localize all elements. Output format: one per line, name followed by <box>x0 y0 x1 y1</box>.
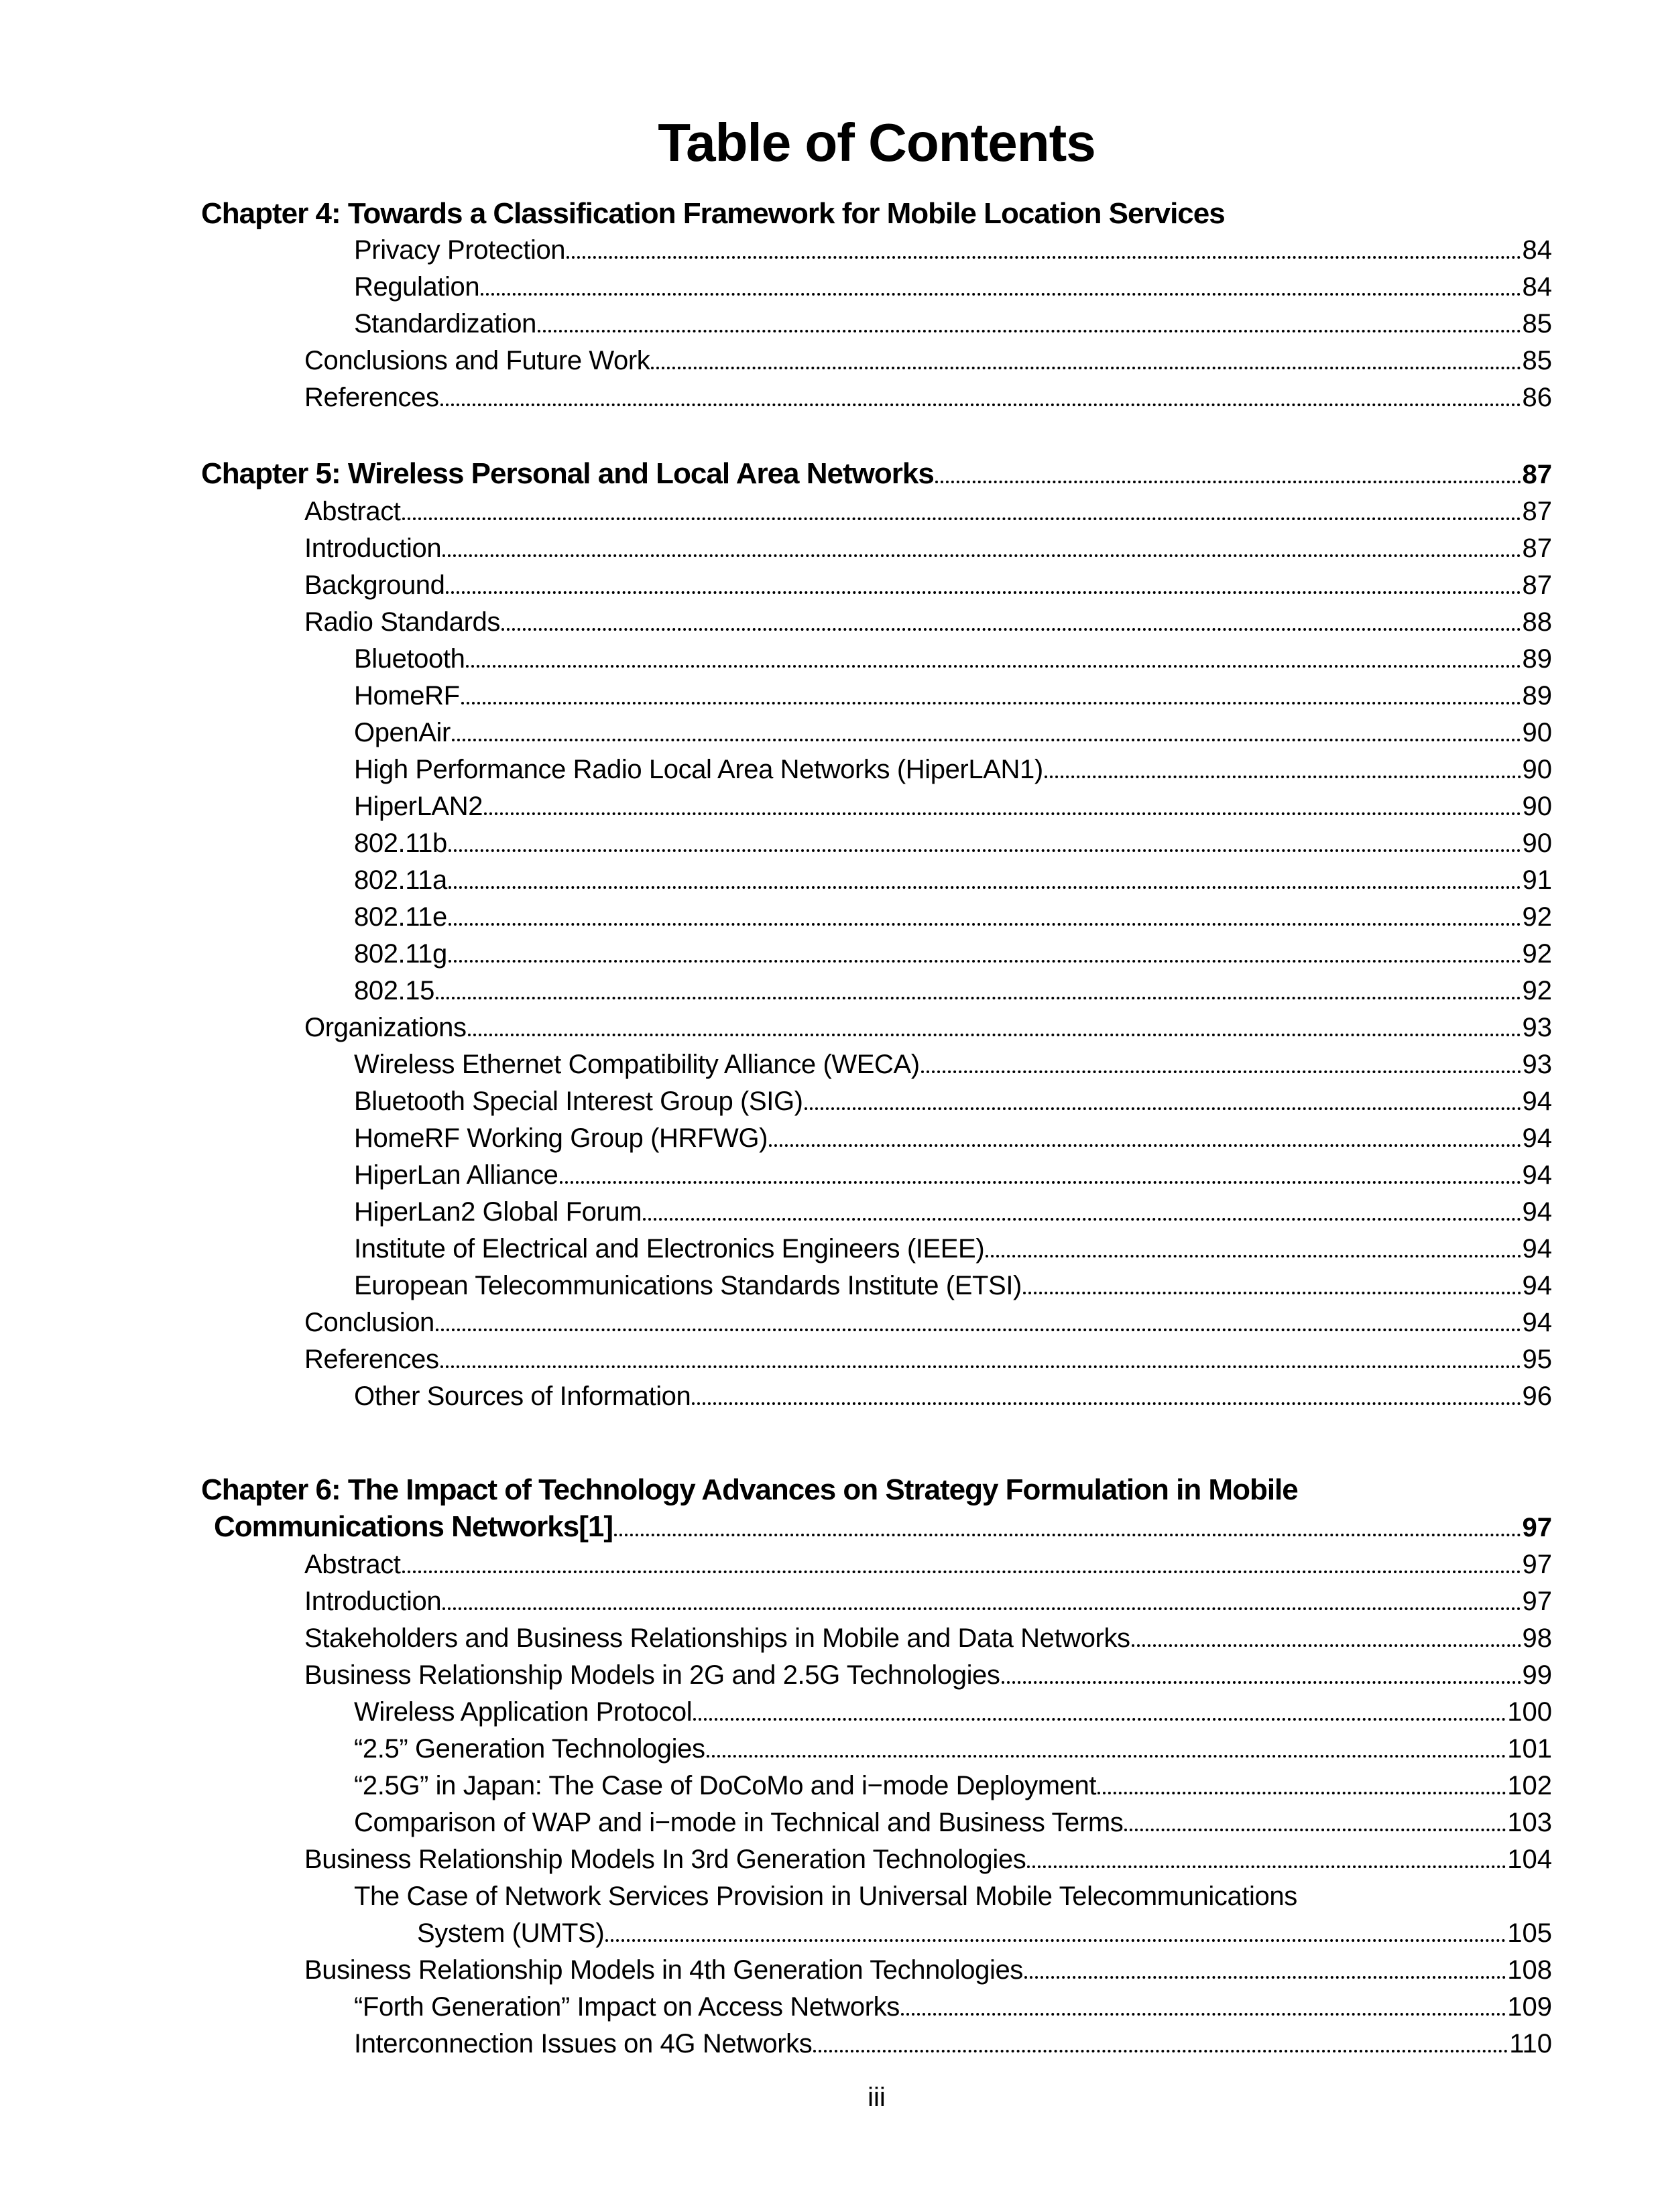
dot-leader <box>1027 1865 1506 1868</box>
toc-entry-label: “2.5G” in Japan: The Case of DoCoMo and i−mode Deployment <box>354 1771 1097 1800</box>
toc-entry-page: 88 <box>1522 607 1552 637</box>
dot-leader <box>567 256 1521 259</box>
toc-entry[interactable] <box>354 788 1552 825</box>
toc-entry-label: 802.11a <box>354 865 447 895</box>
toc-entry[interactable] <box>354 1378 1552 1415</box>
dot-leader <box>805 1107 1521 1110</box>
toc-entry-label: References <box>304 1345 439 1374</box>
toc-entry-page: 87 <box>1522 570 1552 600</box>
toc-entry[interactable] <box>354 1878 1552 1915</box>
toc-entry-page: 110 <box>1509 2029 1552 2059</box>
toc-entry-page: 85 <box>1522 309 1552 339</box>
toc-entry-page: 97 <box>1522 1550 1552 1579</box>
toc-entry-page: 94 <box>1522 1123 1552 1153</box>
toc-entry-label: Communications Networks[1] <box>214 1510 613 1543</box>
toc-entry[interactable] <box>304 1009 1552 1046</box>
toc-entry-label: Business Relationship Models In 3rd Generation Technologies <box>304 1845 1026 1874</box>
toc-entry-page: 87 <box>1522 497 1552 526</box>
toc-entry[interactable] <box>304 604 1552 641</box>
toc-entry-page: 96 <box>1522 1381 1552 1411</box>
toc-entry-label: Interconnection Issues on 4G Networks <box>354 2029 813 2059</box>
toc-entry-page: 97 <box>1522 1513 1552 1542</box>
toc-entry-label: High Performance Radio Local Area Networks (HiperLAN1) <box>354 755 1043 784</box>
toc-entry[interactable] <box>354 1731 1552 1768</box>
toc-entry[interactable] <box>354 751 1552 788</box>
toc-entry[interactable] <box>354 1694 1552 1731</box>
toc-entry-page: 100 <box>1507 1697 1552 1727</box>
toc-entry[interactable] <box>354 825 1552 862</box>
dot-leader <box>707 1755 1506 1758</box>
toc-entry-label: Other Sources of Information <box>354 1381 691 1411</box>
dot-leader <box>693 1718 1506 1721</box>
toc-entry-label: HomeRF Working Group (HRFWG) <box>354 1123 768 1153</box>
toc-entry-label: Introduction <box>304 1587 442 1616</box>
toc-entry-label: 802.11e <box>354 902 447 932</box>
toc-entry-page: 108 <box>1507 1955 1552 1985</box>
toc-entry-label: Wireless Ethernet Compatibility Alliance (WECA) <box>354 1050 920 1079</box>
dot-leader <box>440 1365 1521 1368</box>
toc-entry-label: Institute of Electrical and Electronics Engineers (IEEE) <box>354 1234 985 1264</box>
toc-entry-label: Stakeholders and Business Relationships in Mobile and Data Networks <box>304 1623 1130 1653</box>
toc-entry-label: System (UMTS) <box>417 1918 605 1948</box>
toc-entry-page: 84 <box>1522 235 1552 265</box>
toc-chapter-heading[interactable] <box>201 455 1552 493</box>
toc-entry[interactable] <box>304 379 1552 416</box>
toc-entry-page: 101 <box>1507 1734 1552 1764</box>
toc-chapter-2 <box>201 455 1552 1415</box>
dot-leader <box>651 367 1521 369</box>
toc-entry-label: Chapter 6: The Impact of Technology Advances on Strategy Formulation in Mobile <box>201 1473 1298 1506</box>
toc-entry-page: 92 <box>1522 939 1552 969</box>
toc-entry-label: Bluetooth <box>354 644 465 674</box>
dot-leader <box>449 923 1521 926</box>
toc-entry-label: HiperLan2 Global Forum <box>354 1197 642 1227</box>
toc-chapter-heading[interactable] <box>201 1471 1552 1508</box>
dot-leader <box>605 1939 1506 1942</box>
dot-leader <box>461 702 1521 704</box>
dot-leader <box>1045 776 1521 778</box>
toc-entry-page: 85 <box>1522 346 1552 375</box>
dot-leader <box>921 1070 1521 1073</box>
toc-entry-label: References <box>304 383 439 412</box>
toc-entry-label: Chapter 5: Wireless Personal and Local Area Networks <box>201 457 934 490</box>
dot-leader <box>769 1144 1521 1147</box>
dot-leader <box>560 1181 1521 1184</box>
dot-leader <box>436 997 1521 999</box>
toc-entry-label: 802.15 <box>354 976 434 1005</box>
dot-leader <box>538 330 1521 332</box>
toc-entry-page: 90 <box>1522 828 1552 858</box>
toc-entry-label: Business Relationship Models in 2G and 2.5G Technologies <box>304 1660 1000 1690</box>
toc-entry-page: 99 <box>1522 1660 1552 1690</box>
dot-leader <box>481 293 1521 296</box>
toc-entry[interactable] <box>354 1804 1552 1841</box>
toc-entry[interactable] <box>304 1304 1552 1341</box>
toc-chapter-heading[interactable] <box>214 1508 1552 1546</box>
toc-entry[interactable] <box>354 306 1552 343</box>
toc-entry[interactable] <box>304 1546 1552 1583</box>
toc-entry-page: 89 <box>1522 681 1552 711</box>
toc-entry-page: 92 <box>1522 902 1552 932</box>
toc-entry[interactable] <box>354 1268 1552 1304</box>
dot-leader <box>440 404 1521 406</box>
dot-leader <box>643 1218 1521 1221</box>
dot-leader <box>449 960 1521 963</box>
toc-entry-page: 90 <box>1522 755 1552 784</box>
toc-chapter-heading[interactable] <box>201 195 1552 232</box>
toc-entry[interactable] <box>304 493 1552 530</box>
toc-entry-page: 91 <box>1522 865 1552 895</box>
dot-leader <box>1124 1829 1506 1831</box>
toc-entry[interactable] <box>354 862 1552 899</box>
toc-entry[interactable] <box>354 1046 1552 1083</box>
toc-entry-label: 802.11g <box>354 939 447 969</box>
toc-entry-page: 94 <box>1522 1160 1552 1190</box>
toc-entry-page: 93 <box>1522 1013 1552 1042</box>
dot-leader <box>901 2013 1506 2016</box>
toc-entry[interactable] <box>354 1120 1552 1157</box>
toc-entry-label: European Telecommunications Standards Institute (ETSI) <box>354 1271 1022 1300</box>
page-title: Table of Contents <box>658 113 1095 172</box>
toc-entry[interactable] <box>354 641 1552 678</box>
toc-entry[interactable] <box>354 1194 1552 1231</box>
toc-entry-label: Standardization <box>354 309 536 339</box>
dot-leader <box>436 1329 1521 1331</box>
toc-entry-page: 84 <box>1522 272 1552 302</box>
toc-entry-label: “Forth Generation” Impact on Access Networks <box>354 1992 900 2022</box>
toc-entry-label: HomeRF <box>354 681 460 711</box>
dot-leader <box>449 886 1521 889</box>
dot-leader <box>813 2050 1508 2052</box>
toc-entry-page: 89 <box>1522 644 1552 674</box>
toc-entry[interactable] <box>354 232 1552 269</box>
toc-entry[interactable] <box>304 1952 1552 1989</box>
toc-entry-label: Radio Standards <box>304 607 500 637</box>
toc-chapter-3 <box>201 1471 1552 2063</box>
toc-entry-label: Bluetooth Special Interest Group (SIG) <box>354 1087 803 1116</box>
toc-entry-label: 802.11b <box>354 828 447 858</box>
dot-leader <box>446 591 1521 594</box>
toc-entry[interactable] <box>354 715 1552 751</box>
dot-leader <box>935 481 1521 483</box>
dot-leader <box>466 665 1521 668</box>
toc-entry[interactable] <box>304 1341 1552 1378</box>
toc-entry-label: HiperLAN2 <box>354 792 483 821</box>
toc-entry-label: Privacy Protection <box>354 235 566 265</box>
page-number-footer: iii <box>868 2083 886 2112</box>
dot-leader <box>442 554 1521 557</box>
toc-entry-label: Chapter 4: Towards a Classification Framework for Mobile Location Services <box>201 197 1225 230</box>
dot-leader <box>449 849 1521 852</box>
toc-entry-label: Organizations <box>304 1013 467 1042</box>
toc-entry-label: Conclusions and Future Work <box>304 346 650 375</box>
dot-leader <box>501 628 1521 631</box>
dot-leader <box>1023 1292 1521 1294</box>
toc-entry-page: 92 <box>1522 976 1552 1005</box>
dot-leader <box>986 1255 1521 1257</box>
toc-entry-page: 87 <box>1522 534 1552 563</box>
toc-entry[interactable] <box>354 1989 1552 2026</box>
dot-leader <box>468 1034 1521 1036</box>
toc-entry[interactable] <box>354 2026 1552 2063</box>
toc-entry[interactable] <box>354 1083 1552 1120</box>
toc-entry[interactable] <box>304 1657 1552 1694</box>
dot-leader <box>402 1571 1521 1573</box>
toc-entry-label: Abstract <box>304 1550 401 1579</box>
dot-leader <box>1132 1644 1521 1647</box>
toc-entry-label: Abstract <box>304 497 401 526</box>
table-of-contents <box>201 195 1552 2063</box>
toc-entry-page: 94 <box>1522 1197 1552 1227</box>
toc-entry[interactable] <box>304 343 1552 379</box>
toc-entry[interactable] <box>304 1841 1552 1878</box>
toc-entry-page: 103 <box>1507 1808 1552 1837</box>
toc-entry-label: “2.5” Generation Technologies <box>354 1734 705 1764</box>
toc-entry-label: Background <box>304 570 445 600</box>
toc-entry-page: 94 <box>1522 1308 1552 1337</box>
toc-entry-page: 90 <box>1522 718 1552 747</box>
toc-entry-page: 87 <box>1522 460 1552 489</box>
toc-entry-page: 86 <box>1522 383 1552 412</box>
toc-entry[interactable] <box>304 567 1552 604</box>
toc-entry-label: Conclusion <box>304 1308 434 1337</box>
dot-leader <box>692 1402 1521 1405</box>
toc-entry-page: 102 <box>1507 1771 1552 1800</box>
toc-entry-page: 94 <box>1522 1234 1552 1264</box>
toc-entry-page: 93 <box>1522 1050 1552 1079</box>
toc-entry[interactable] <box>304 530 1552 567</box>
toc-entry-label: The Case of Network Services Provision in Universal Mobile Telecommunications <box>354 1882 1297 1911</box>
dot-leader <box>442 1607 1521 1610</box>
toc-entry-label: OpenAir <box>354 718 451 747</box>
toc-entry-page: 109 <box>1507 1992 1552 2022</box>
toc-entry-page: 104 <box>1507 1845 1552 1874</box>
toc-entry-page: 97 <box>1522 1587 1552 1616</box>
toc-entry-label: Business Relationship Models in 4th Generation Technologies <box>304 1955 1023 1985</box>
toc-entry[interactable] <box>417 1915 1552 1952</box>
toc-entry[interactable] <box>354 1768 1552 1804</box>
dot-leader <box>1097 1792 1506 1794</box>
toc-entry[interactable] <box>354 973 1552 1009</box>
toc-entry-label: Comparison of WAP and i−mode in Technical and Business Terms <box>354 1808 1124 1837</box>
toc-entry[interactable] <box>354 936 1552 973</box>
toc-entry-page: 94 <box>1522 1087 1552 1116</box>
toc-entry[interactable] <box>304 1620 1552 1657</box>
toc-entry-label: Introduction <box>304 534 442 563</box>
toc-entry-label: HiperLan Alliance <box>354 1160 558 1190</box>
toc-entry[interactable] <box>354 678 1552 715</box>
toc-entry[interactable] <box>354 1231 1552 1268</box>
toc-chapter-1 <box>201 195 1552 416</box>
toc-entry[interactable] <box>304 1583 1552 1620</box>
dot-leader <box>452 739 1521 741</box>
toc-entry-page: 105 <box>1507 1918 1552 1948</box>
toc-entry[interactable] <box>354 899 1552 936</box>
toc-entry-label: Wireless Application Protocol <box>354 1697 693 1727</box>
dot-leader <box>484 812 1521 815</box>
toc-entry[interactable] <box>354 269 1552 306</box>
toc-entry-page: 90 <box>1522 792 1552 821</box>
dot-leader <box>614 1534 1521 1536</box>
dot-leader <box>402 517 1521 520</box>
dot-leader <box>1002 1681 1521 1684</box>
toc-entry[interactable] <box>354 1157 1552 1194</box>
toc-entry-page: 94 <box>1522 1271 1552 1300</box>
toc-entry-label: Regulation <box>354 272 480 302</box>
dot-leader <box>1024 1976 1506 1979</box>
toc-entry-page: 98 <box>1522 1623 1552 1653</box>
toc-entry-page: 95 <box>1522 1345 1552 1374</box>
